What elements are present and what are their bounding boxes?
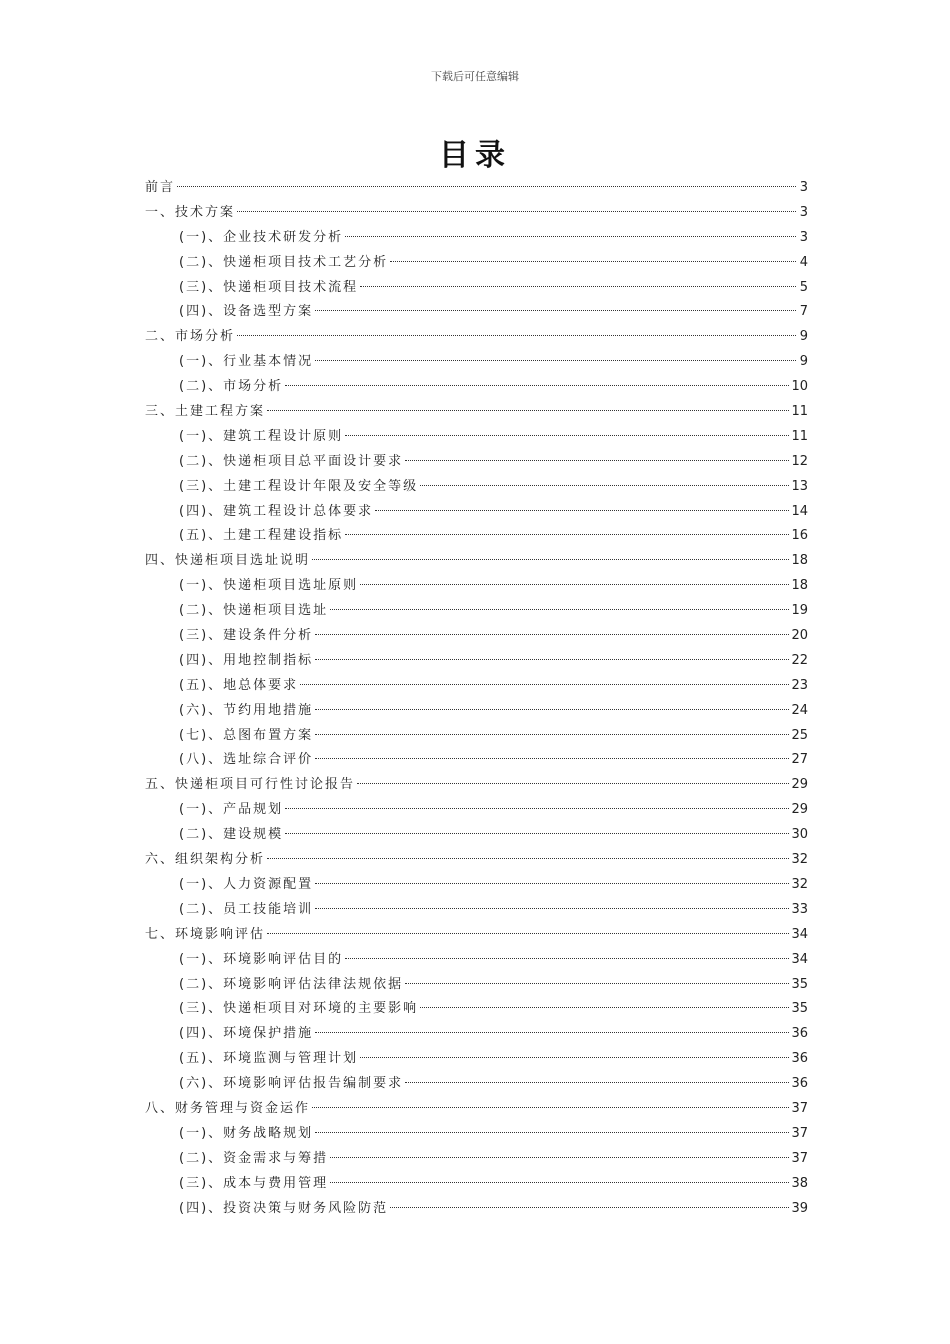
page-title: 目录 [439, 138, 511, 173]
toc-entry[interactable] [145, 475, 808, 500]
toc-entry[interactable] [145, 873, 808, 898]
toc-entry-page: 23 [791, 677, 808, 693]
toc-entry-page: 35 [791, 1001, 808, 1017]
toc-entry-label: (四)、设备选型方案 [179, 304, 314, 320]
toc-leader-dots [285, 808, 789, 809]
toc-leader-dots [300, 684, 789, 685]
toc-leader-dots [357, 783, 789, 784]
toc-entry-page: 18 [791, 553, 808, 569]
toc-leader-dots [315, 758, 789, 759]
toc-entry-label: (六)、环境影响评估报告编制要求 [179, 1076, 404, 1092]
toc-entry[interactable] [145, 997, 808, 1022]
toc-entry-page: 9 [799, 354, 808, 370]
toc-leader-dots [405, 460, 789, 461]
toc-leader-dots [315, 734, 789, 735]
toc-entry-page: 16 [791, 528, 808, 544]
toc-leader-dots [330, 1182, 789, 1183]
toc-entry-label: 六、组织架构分析 [145, 852, 266, 868]
toc-entry-page: 3 [799, 204, 808, 220]
table-of-contents [145, 176, 808, 1221]
toc-entry-page: 30 [791, 827, 808, 843]
page-header: 下载后可任意编辑 [431, 70, 519, 83]
toc-entry-page: 34 [791, 926, 808, 942]
toc-entry[interactable] [145, 251, 808, 276]
toc-entry-label: (三)、建设条件分析 [179, 628, 314, 644]
toc-entry-label: (三)、土建工程设计年限及安全等级 [179, 478, 419, 494]
toc-leader-dots [420, 1007, 789, 1008]
toc-entry-page: 9 [799, 329, 808, 345]
toc-entry-label: (四)、建筑工程设计总体要求 [179, 503, 374, 519]
toc-entry-page: 5 [799, 279, 808, 295]
toc-entry-page: 4 [799, 254, 808, 270]
toc-entry[interactable] [145, 201, 808, 226]
toc-entry-page: 10 [791, 379, 808, 395]
toc-entry[interactable] [145, 325, 808, 350]
toc-leader-dots [330, 609, 789, 610]
toc-entry-label: (五)、环境监测与管理计划 [179, 1051, 359, 1067]
toc-entry-page: 24 [791, 702, 808, 718]
toc-entry-page: 36 [791, 1026, 808, 1042]
toc-leader-dots [330, 1157, 789, 1158]
toc-leader-dots [345, 958, 789, 959]
toc-entry-label: (二)、环境影响评估法律法规依据 [179, 976, 404, 992]
toc-entry-page: 32 [791, 876, 808, 892]
toc-entry[interactable] [145, 674, 808, 699]
toc-entry-label: (六)、节约用地措施 [179, 702, 314, 718]
toc-entry-label: (一)、企业技术研发分析 [179, 229, 344, 245]
toc-entry[interactable] [145, 226, 808, 251]
toc-entry[interactable] [145, 1047, 808, 1072]
toc-leader-dots [390, 1207, 789, 1208]
toc-entry[interactable] [145, 624, 808, 649]
toc-entry[interactable] [145, 699, 808, 724]
toc-entry[interactable] [145, 375, 808, 400]
toc-entry[interactable] [145, 176, 808, 201]
toc-entry-page: 25 [791, 727, 808, 743]
toc-entry-label: 前言 [145, 180, 176, 195]
toc-entry-label: (一)、建筑工程设计原则 [179, 428, 344, 444]
toc-entry[interactable] [145, 948, 808, 973]
toc-entry-label: (五)、土建工程建设指标 [179, 528, 344, 544]
toc-entry[interactable] [145, 1097, 808, 1122]
toc-entry[interactable] [145, 276, 808, 301]
toc-entry-label: 二、市场分析 [145, 329, 236, 345]
toc-entry-label: (四)、用地控制指标 [179, 652, 314, 668]
toc-entry-page: 22 [791, 652, 808, 668]
toc-entry-label: 一、技术方案 [145, 204, 236, 220]
toc-entry-page: 11 [791, 428, 808, 444]
toc-leader-dots [267, 933, 789, 934]
toc-entry[interactable] [145, 524, 808, 549]
toc-entry[interactable] [145, 1197, 808, 1222]
toc-leader-dots [345, 236, 796, 237]
toc-entry-page: 34 [791, 951, 808, 967]
toc-entry[interactable] [145, 649, 808, 674]
toc-entry-page: 3 [799, 180, 808, 195]
toc-entry[interactable] [145, 599, 808, 624]
toc-entry-label: (三)、快递柜项目对环境的主要影响 [179, 1001, 419, 1017]
toc-entry-page: 29 [791, 802, 808, 818]
toc-entry-label: (二)、员工技能培训 [179, 901, 314, 917]
toc-entry[interactable] [145, 823, 808, 848]
toc-entry-label: 三、土建工程方案 [145, 404, 266, 420]
toc-entry-page: 11 [791, 404, 808, 420]
toc-entry-page: 39 [791, 1200, 808, 1216]
toc-entry-label: (一)、行业基本情况 [179, 354, 314, 370]
toc-leader-dots [360, 584, 789, 585]
toc-entry[interactable] [145, 574, 808, 599]
toc-entry-page: 37 [791, 1100, 808, 1116]
toc-entry[interactable] [145, 773, 808, 798]
toc-entry-label: (二)、市场分析 [179, 379, 284, 395]
toc-leader-dots [315, 634, 789, 635]
toc-entry-page: 18 [791, 578, 808, 594]
toc-leader-dots [315, 659, 789, 660]
toc-leader-dots [312, 559, 789, 560]
toc-entry[interactable] [145, 450, 808, 475]
toc-leader-dots [360, 1057, 789, 1058]
toc-leader-dots [420, 485, 789, 486]
toc-entry-label: (四)、环境保护措施 [179, 1026, 314, 1042]
toc-leader-dots [285, 385, 789, 386]
toc-entry-label: (七)、总图布置方案 [179, 727, 314, 743]
toc-leader-dots [267, 410, 789, 411]
toc-entry[interactable] [145, 350, 808, 375]
toc-entry[interactable] [145, 748, 808, 773]
toc-entry[interactable] [145, 549, 808, 574]
toc-leader-dots [345, 534, 789, 535]
toc-leader-dots [315, 883, 789, 884]
toc-leader-dots [315, 1132, 789, 1133]
toc-entry-label: 五、快递柜项目可行性讨论报告 [145, 777, 356, 793]
toc-entry-label: (三)、快递柜项目技术流程 [179, 279, 359, 295]
toc-entry[interactable] [145, 848, 808, 873]
toc-entry-label: (二)、资金需求与筹措 [179, 1150, 329, 1166]
toc-entry-page: 29 [791, 777, 808, 793]
toc-leader-dots [375, 510, 789, 511]
toc-entry[interactable] [145, 798, 808, 823]
toc-entry-label: (四)、投资决策与财务风险防范 [179, 1200, 389, 1216]
toc-entry-page: 33 [791, 901, 808, 917]
toc-leader-dots [390, 261, 796, 262]
toc-entry[interactable] [145, 1072, 808, 1097]
toc-entry-page: 7 [799, 304, 808, 320]
toc-entry-label: (二)、快递柜项目总平面设计要求 [179, 453, 404, 469]
toc-entry-label: (八)、选址综合评价 [179, 752, 314, 768]
toc-entry[interactable] [145, 724, 808, 749]
toc-leader-dots [237, 211, 796, 212]
toc-leader-dots [315, 1032, 789, 1033]
toc-entry-page: 27 [791, 752, 808, 768]
toc-entry-label: (一)、人力资源配置 [179, 876, 314, 892]
toc-entry[interactable] [145, 898, 808, 923]
toc-entry-label: (二)、快递柜项目技术工艺分析 [179, 254, 389, 270]
toc-entry-label: (一)、财务战略规划 [179, 1125, 314, 1141]
toc-entry[interactable] [145, 1172, 808, 1197]
toc-entry-label: (一)、快递柜项目选址原则 [179, 578, 359, 594]
toc-entry-label: (三)、成本与费用管理 [179, 1175, 329, 1191]
toc-entry[interactable] [145, 300, 808, 325]
toc-entry[interactable] [145, 425, 808, 450]
toc-leader-dots [360, 286, 796, 287]
toc-entry-page: 37 [791, 1125, 808, 1141]
toc-entry-label: (一)、环境影响评估目的 [179, 951, 344, 967]
toc-leader-dots [315, 360, 796, 361]
toc-entry-page: 38 [791, 1175, 808, 1191]
toc-entry[interactable] [145, 923, 808, 948]
toc-leader-dots [315, 908, 789, 909]
toc-entry[interactable] [145, 973, 808, 998]
toc-entry-label: (五)、地总体要求 [179, 677, 299, 693]
toc-entry-page: 3 [799, 229, 808, 245]
toc-entry-page: 14 [791, 503, 808, 519]
toc-entry-page: 35 [791, 976, 808, 992]
toc-entry-page: 37 [791, 1150, 808, 1166]
toc-leader-dots [315, 709, 789, 710]
toc-entry[interactable] [145, 1122, 808, 1147]
toc-entry-label: (一)、产品规划 [179, 802, 284, 818]
toc-entry-label: 八、财务管理与资金运作 [145, 1100, 311, 1116]
toc-entry-page: 13 [791, 478, 808, 494]
toc-entry-label: (二)、快递柜项目选址 [179, 603, 329, 619]
toc-leader-dots [312, 1107, 789, 1108]
toc-entry[interactable] [145, 400, 808, 425]
toc-entry-label: (二)、建设规模 [179, 827, 284, 843]
toc-leader-dots [177, 186, 796, 187]
toc-entry-label: 四、快递柜项目选址说明 [145, 553, 311, 569]
toc-entry-page: 20 [791, 628, 808, 644]
toc-leader-dots [267, 858, 789, 859]
toc-entry[interactable] [145, 500, 808, 525]
toc-leader-dots [345, 435, 789, 436]
toc-leader-dots [237, 335, 796, 336]
toc-leader-dots [405, 1082, 789, 1083]
toc-entry-page: 12 [791, 453, 808, 469]
toc-leader-dots [405, 983, 789, 984]
toc-entry-page: 36 [791, 1051, 808, 1067]
toc-entry[interactable] [145, 1147, 808, 1172]
toc-leader-dots [315, 310, 796, 311]
toc-leader-dots [285, 833, 789, 834]
toc-entry-label: 七、环境影响评估 [145, 926, 266, 942]
toc-entry-page: 19 [791, 603, 808, 619]
toc-entry-page: 32 [791, 852, 808, 868]
toc-entry[interactable] [145, 1022, 808, 1047]
toc-entry-page: 36 [791, 1076, 808, 1092]
